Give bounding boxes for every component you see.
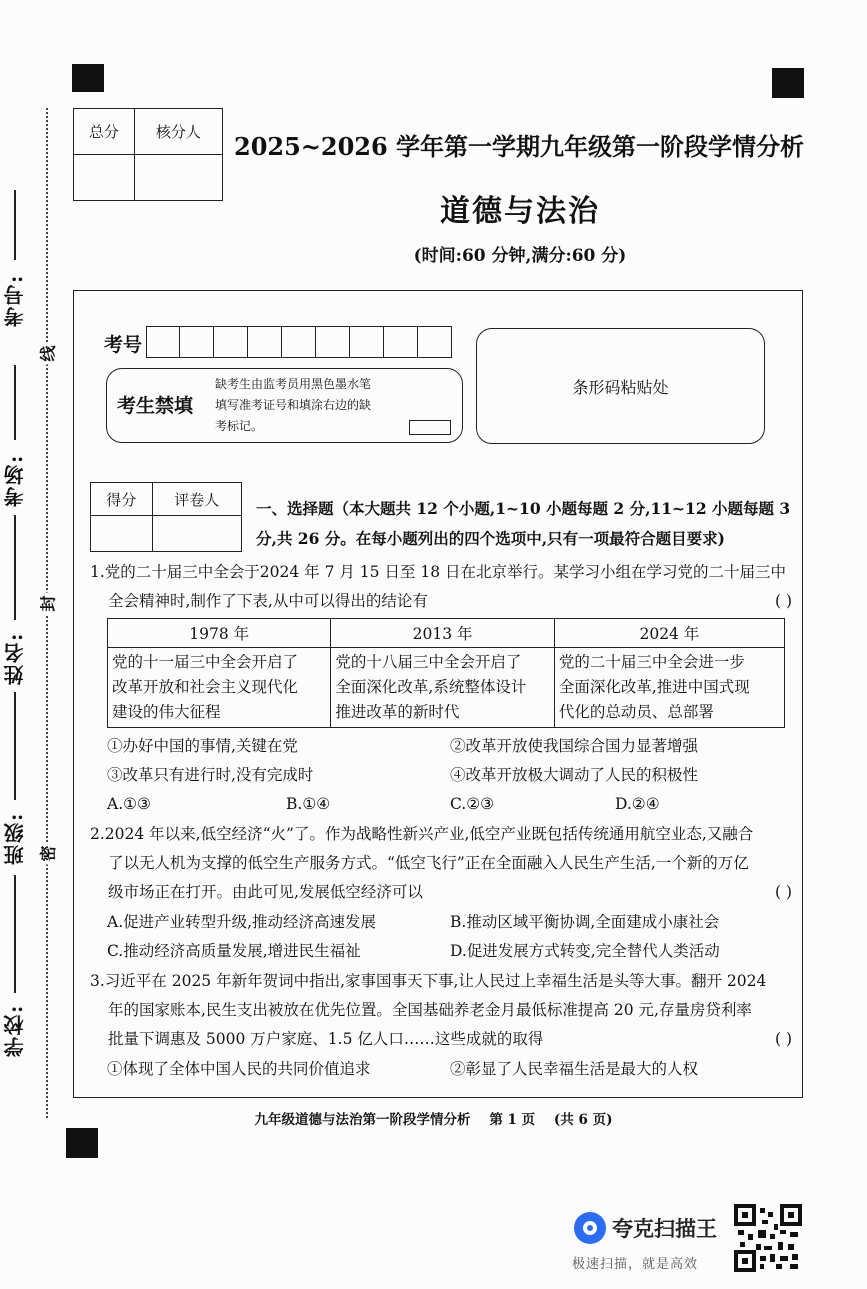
q3-statement-2: ②彰显了人民幸福生活是最大的人权 bbox=[450, 1060, 699, 1078]
exam-no-digit-box[interactable] bbox=[214, 326, 248, 358]
exam-no-digit-box[interactable] bbox=[282, 326, 316, 358]
exam-no-digit-box[interactable] bbox=[418, 326, 452, 358]
q1-statement-1: ①办好中国的事情,关键在党 bbox=[107, 737, 298, 755]
q1-option-b[interactable]: B.①④ bbox=[286, 795, 331, 813]
q1-option-a[interactable]: A.①③ bbox=[107, 795, 151, 813]
q2-line2: 了以无人机为支撑的低空生产服务方式。“低空飞行”正在全面融入人民生产生活,一个新的万亿 bbox=[108, 854, 749, 872]
exam-no-digit-box[interactable] bbox=[350, 326, 384, 358]
seal-char-seal: 封 bbox=[36, 593, 59, 615]
q2-option-b[interactable]: B.推动区域平衡协调,全面建成小康社会 bbox=[450, 913, 720, 931]
exam-no-digit-box[interactable] bbox=[180, 326, 214, 358]
q1-table-header-2013: 2013 年 bbox=[331, 619, 554, 648]
barcode-area bbox=[476, 328, 765, 444]
q1-table-cell-2024 bbox=[554, 648, 784, 728]
side-school-line bbox=[14, 875, 16, 993]
q3-line2: 年的国家账本,民生支出被放在优先位置。全国基础养老金月最低标准提高 20 元,存量房贷利率 bbox=[108, 1001, 752, 1019]
section-score-label: 得分 bbox=[91, 483, 153, 516]
page-footer: 九年级道德与法治第一阶段学情分析 第 1 页 (共 6 页) bbox=[254, 1112, 613, 1128]
exam-no-label: 考号 bbox=[104, 334, 143, 356]
subject-title: 道德与法治 bbox=[440, 194, 600, 229]
q1-line1: 1.党的二十届三中全会于2024 年 7 月 15 日至 18 日在北京举行。某学习小组在学习党的二十届三中 bbox=[90, 563, 787, 581]
seal-char-secret: 密 bbox=[36, 843, 59, 865]
barcode-label: 条形码粘贴处 bbox=[572, 378, 669, 397]
question-3 bbox=[90, 967, 792, 1054]
side-name-label: 姓名: bbox=[3, 631, 27, 685]
question-2 bbox=[90, 820, 792, 907]
q2-option-a[interactable]: A.促进产业转型升级,推动经济高速发展 bbox=[107, 913, 377, 931]
q1-option-d[interactable]: D.②④ bbox=[615, 795, 660, 813]
score-checker-label: 核分人 bbox=[134, 109, 222, 155]
side-exam-room-line bbox=[14, 365, 16, 440]
q1-cell-1978-line1: 党的十一届三中全会开启了 bbox=[112, 653, 299, 671]
q1-cell-2024-line3: 代化的总动员、总部署 bbox=[558, 703, 714, 721]
registration-mark-bottom-left bbox=[66, 1128, 98, 1158]
scanner-logo-icon bbox=[574, 1212, 606, 1244]
section-grader-cell[interactable] bbox=[152, 516, 241, 552]
section1-heading-line2: 分,共 26 分。在每小题列出的四个选项中,只有一项最符合题目要求) bbox=[256, 529, 725, 548]
section1-heading-line1: 一、选择题（本大题共 12 个小题,1~10 小题每题 2 分,11~12 小题每题 3 bbox=[256, 499, 791, 518]
registration-mark-top-left bbox=[72, 64, 104, 92]
total-score-label: 总分 bbox=[74, 109, 135, 155]
exam-title: 2025~2026 学年第一学期九年级第一阶段学情分析 bbox=[234, 132, 805, 161]
q1-cell-1978-line2: 改革开放和社会主义现代化 bbox=[112, 678, 299, 696]
grader-box bbox=[90, 482, 242, 552]
forbidden-text-1: 缺考生由监考员用黑色墨水笔 bbox=[215, 377, 372, 391]
q1-table-cell-1978 bbox=[108, 648, 331, 728]
section-grader-label: 评卷人 bbox=[152, 483, 241, 516]
side-school-label: 学校: bbox=[3, 1003, 27, 1057]
q1-table-header-2024: 2024 年 bbox=[554, 619, 784, 648]
q1-cell-2024-line2: 全面深化改革,推进中国式现 bbox=[558, 678, 750, 696]
q1-comparison-table bbox=[107, 618, 785, 728]
exam-no-digit-box[interactable] bbox=[384, 326, 418, 358]
exam-no-boxes bbox=[146, 326, 452, 358]
q2-line3: 级市场正在打开。由此可见,发展低空经济可以 bbox=[108, 883, 423, 901]
time-info: (时间:60 分钟,满分:60 分) bbox=[413, 246, 627, 266]
side-class-label: 班级: bbox=[3, 811, 27, 865]
side-exam-no-label: 考号: bbox=[3, 273, 27, 327]
forbidden-text-3: 考标记。 bbox=[215, 419, 264, 433]
q1-cell-2013-line2: 全面深化改革,系统整体设计 bbox=[335, 678, 527, 696]
q1-cell-2024-line1: 党的二十届三中全会进一步 bbox=[558, 653, 745, 671]
section-score-cell[interactable] bbox=[91, 516, 153, 552]
scanner-brand: 夸克扫描王 bbox=[612, 1217, 717, 1241]
q1-statement-2: ②改革开放使我国综合国力显著增强 bbox=[450, 737, 699, 755]
q2-line1: 2.2024 年以来,低空经济“火”了。作为战略性新兴产业,低空产业既包括传统通用航空业态,又融合 bbox=[90, 825, 754, 843]
qr-code-icon bbox=[734, 1204, 802, 1272]
q2-option-d[interactable]: D.促进发展方式转变,完全替代人类活动 bbox=[450, 942, 720, 960]
q1-statement-3: ③改革只有进行时,没有完成时 bbox=[107, 766, 314, 784]
q1-line2: 全会精神时,制作了下表,从中可以得出的结论有 bbox=[108, 592, 428, 610]
q2-option-c[interactable]: C.推动经济高质量发展,增进民生福祉 bbox=[107, 942, 361, 960]
q1-answer-paren[interactable]: ( ) bbox=[774, 592, 792, 610]
forbidden-fill-box bbox=[106, 368, 463, 443]
forbidden-label: 考生禁填 bbox=[117, 395, 194, 417]
q3-statement-1: ①体现了全体中国人民的共同价值追求 bbox=[107, 1060, 371, 1078]
absent-mark-box[interactable] bbox=[409, 420, 451, 435]
q1-cell-2013-line3: 推进改革的新时代 bbox=[335, 703, 460, 721]
q1-cell-1978-line3: 建设的伟大征程 bbox=[112, 703, 221, 721]
scanner-watermark bbox=[570, 1200, 860, 1280]
q1-table-header-1978: 1978 年 bbox=[108, 619, 331, 648]
seal-char-line: 线 bbox=[36, 343, 59, 365]
q1-table-cell-2013 bbox=[331, 648, 554, 728]
registration-mark-top-right bbox=[772, 68, 804, 98]
q3-line1: 3.习近平在 2025 年新年贺词中指出,家事国事天下事,让人民过上幸福生活是头等大事。翻开 2024 bbox=[90, 972, 767, 990]
exam-no-digit-box[interactable] bbox=[316, 326, 350, 358]
exam-no-digit-box[interactable] bbox=[146, 326, 180, 358]
q1-cell-2013-line1: 党的十八届三中全会开启了 bbox=[335, 653, 522, 671]
q1-statement-4: ④改革开放极大调动了人民的积极性 bbox=[450, 766, 699, 784]
scanner-slogan: 极速扫描，就是高效 bbox=[572, 1257, 699, 1272]
q2-answer-paren[interactable]: ( ) bbox=[774, 883, 792, 901]
side-name-line bbox=[14, 515, 16, 620]
question-1 bbox=[90, 558, 792, 616]
q3-answer-paren[interactable]: ( ) bbox=[774, 1030, 792, 1048]
forbidden-text-2: 填写准考证号和填涂右边的缺 bbox=[215, 398, 372, 412]
exam-no-digit-box[interactable] bbox=[248, 326, 282, 358]
side-exam-room-label: 考场: bbox=[3, 453, 27, 507]
q1-option-c[interactable]: C.②③ bbox=[450, 795, 495, 813]
side-class-line bbox=[14, 692, 16, 800]
q3-line3: 批量下调惠及 5000 万户家庭、1.5 亿人口……这些成就的取得 bbox=[108, 1030, 544, 1048]
